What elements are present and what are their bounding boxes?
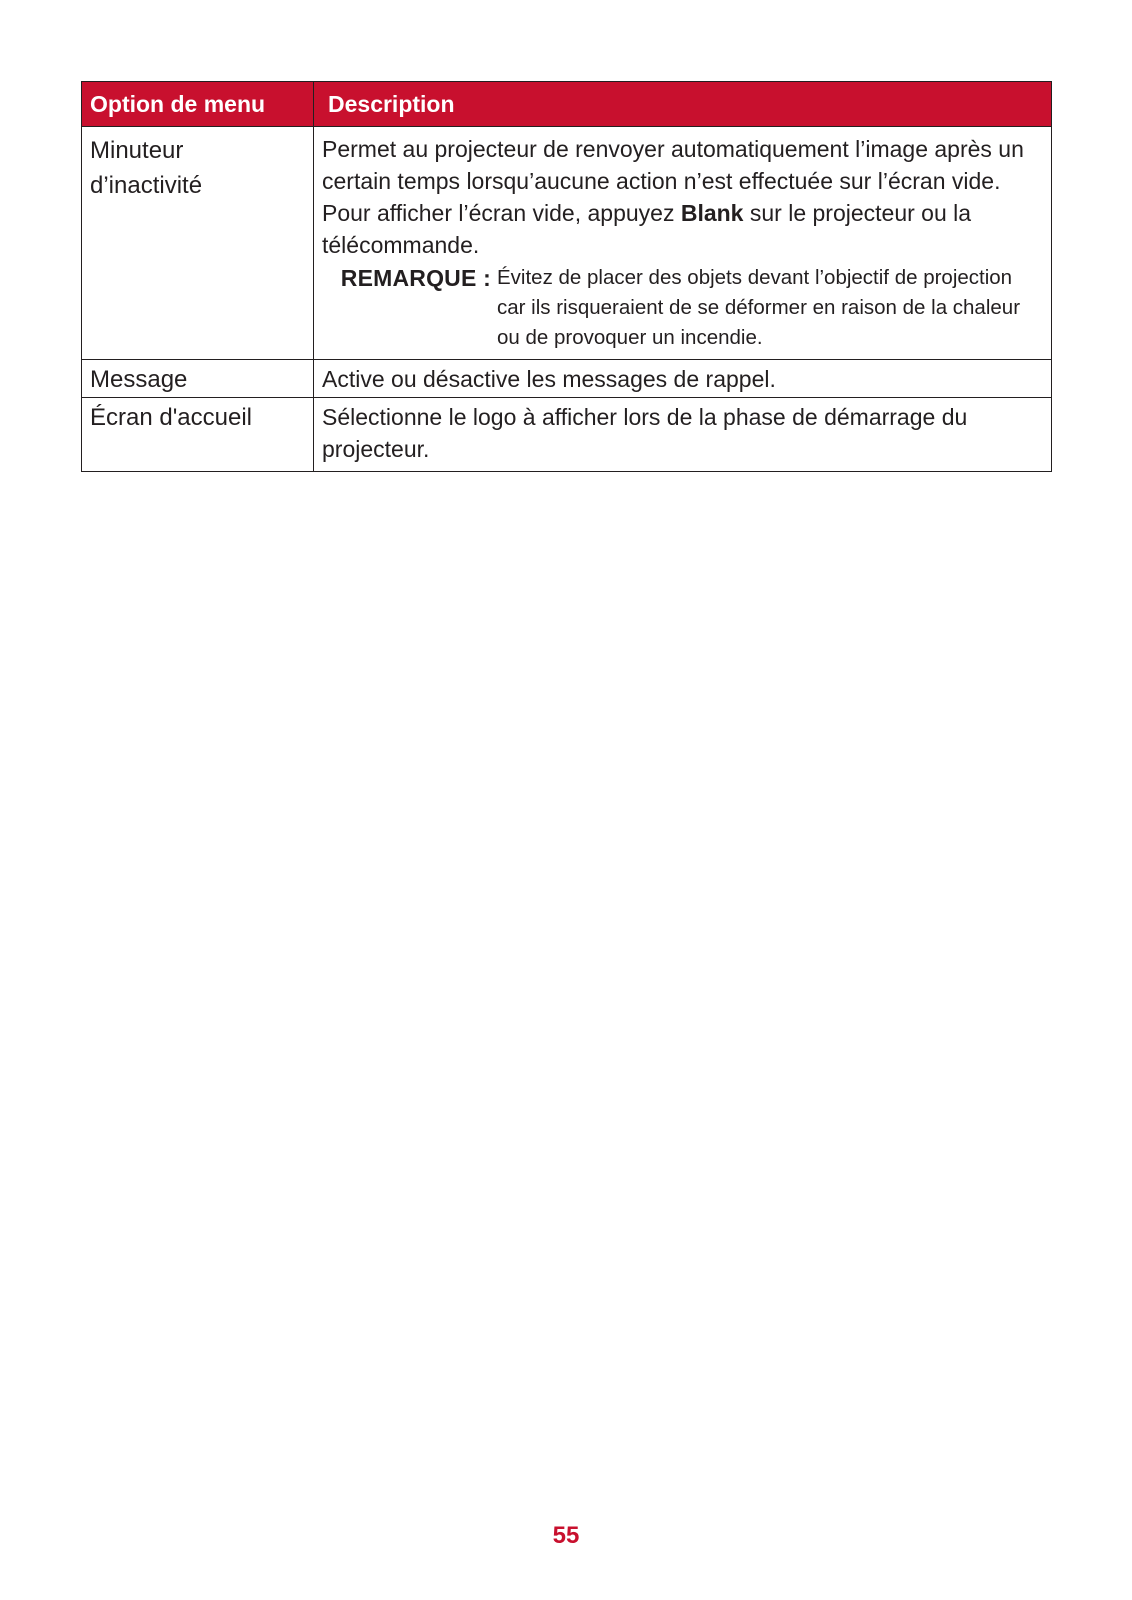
note-text: Évitez de placer des objets devant l’objectif de projection car ils risqueraient de se déformer en raison de la chaleur ou de provoquer un incendie. [497,266,1021,349]
menu-options-table [81,81,1052,472]
option-label: Minuteur [90,137,184,164]
description-part: sur le projecteur ou la télécommande. [322,200,972,258]
header-description: Description [314,82,1052,127]
table-row [82,398,1052,472]
table-header-row [82,82,1052,127]
header-option: Option de menu [82,82,314,127]
description-text [322,133,1043,261]
table-row [82,360,1052,398]
blank-key-label: Blank [680,200,744,226]
description-part: Permet au projecteur de renvoyer automatiquement l’image après un certain temps lorsqu’aucune action n’est effectuée sur l’écran vide. Pour afficher l’écran vide, appuyez [322,136,1024,226]
note-label: REMARQUE : [340,265,491,291]
description-cell: Active ou désactive les messages de rappel. [314,360,1052,398]
option-cell: Message [82,360,314,398]
option-cell: Écran d'accueil [82,398,314,472]
table-row [82,127,1052,360]
description-cell [314,127,1052,360]
option-cell [82,127,314,360]
page-number: 55 [552,1522,580,1549]
description-cell: Sélectionne le logo à afficher lors de la phase de démarrage du projecteur. [314,398,1052,472]
option-label-cont: d’inactivité [90,172,203,199]
note [322,263,1043,353]
